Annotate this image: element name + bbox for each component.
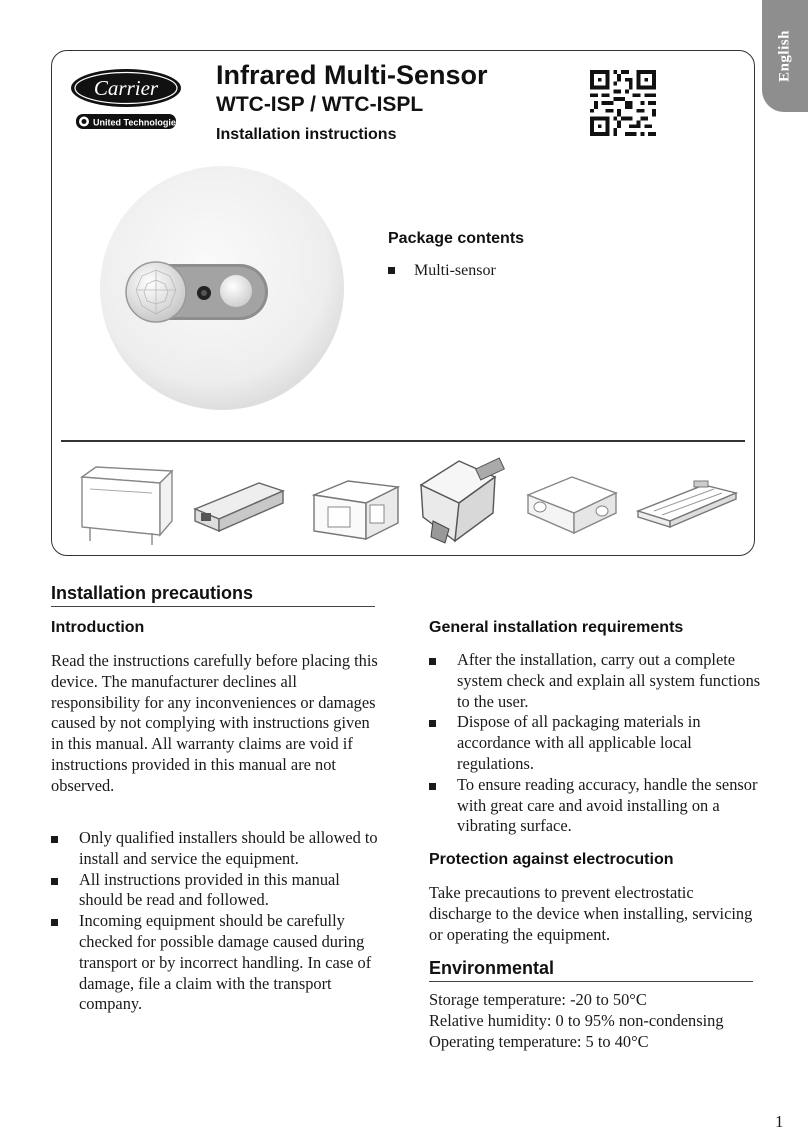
introduction-heading: Introduction [51, 619, 145, 636]
compatible-units-row [70, 455, 740, 547]
document-subtitle: Installation instructions [216, 126, 397, 143]
divider [61, 440, 745, 442]
ducted-chassis-icon [308, 455, 404, 547]
installation-precautions-title: Installation precautions [51, 583, 254, 603]
relative-humidity: Relative humidity: 0 to 95% non-condensing [429, 1010, 724, 1030]
introduction-bullet-list [51, 828, 383, 1015]
language-tab [762, 0, 808, 112]
list-item: To ensure reading accuracy, handle the sensor with great care and avoid installing on a vibrating surface. [429, 775, 763, 837]
list-item: Only qualified installers should be allowed to install and service the equipment. [51, 828, 383, 870]
storage-temperature: Storage temperature: -20 to 50°C [429, 990, 647, 1009]
model-number: WTC-ISP / WTC-ISPL [216, 93, 424, 116]
section-rule [429, 981, 753, 982]
section-rule [51, 606, 375, 607]
package-item-label: Multi-sensor [414, 262, 496, 279]
package-item [388, 262, 496, 280]
page-title: Infrared Multi-Sensor [216, 60, 488, 90]
list-item: Dispose of all packaging materials in accordance with all applicable local regulations. [429, 712, 763, 774]
operating-temperature: Operating temperature: 5 to 40°C [429, 1031, 649, 1051]
qr-code-icon [589, 70, 657, 136]
cassette-duct-unit-icon [415, 455, 515, 547]
general-requirements-heading: General installation requirements [429, 619, 684, 636]
controller-box-icon [187, 455, 287, 547]
language-tab-label: English [776, 30, 793, 82]
list-item: After the installation, carry out a complete system check and explain all system functions to the user. [429, 650, 763, 712]
electrocution-heading: Protection against electrocution [429, 851, 674, 868]
fan-coil-floor-unit-icon [76, 455, 174, 547]
electrocution-text: Take precautions to prevent electrostatic discharge to the device when installing, servicing or operating the equipment. [429, 883, 753, 944]
environmental-specs [429, 990, 789, 1052]
list-item: Incoming equipment should be carefully checked for possible damage caused during transport or by incorrect handling. In case of damage, file a claim with the transport company. [51, 911, 383, 1015]
multi-sensor-photo [96, 164, 348, 412]
list-item: All instructions provided in this manual should be read and followed. [51, 870, 383, 912]
page-number: 1 [775, 1112, 784, 1131]
bullet-icon [388, 267, 395, 274]
general-requirements-list [429, 650, 763, 837]
carrier-logo [70, 68, 182, 132]
logo-text: Carrier [93, 76, 159, 100]
environmental-title: Environmental [429, 958, 555, 978]
ceiling-cassette-icon [634, 455, 740, 547]
logo-subtext: United Technologies [93, 117, 181, 128]
ducted-unit-icon [522, 455, 622, 547]
introduction-text: Read the instructions carefully before placing this device. The manufacturer declines all responsibility for any inconveniences or damages caused by not complying with instructions given in this manual. All warranty claims are void if instructions provided in this manual are not observed. [51, 651, 378, 795]
package-contents-heading: Package contents [388, 230, 525, 247]
